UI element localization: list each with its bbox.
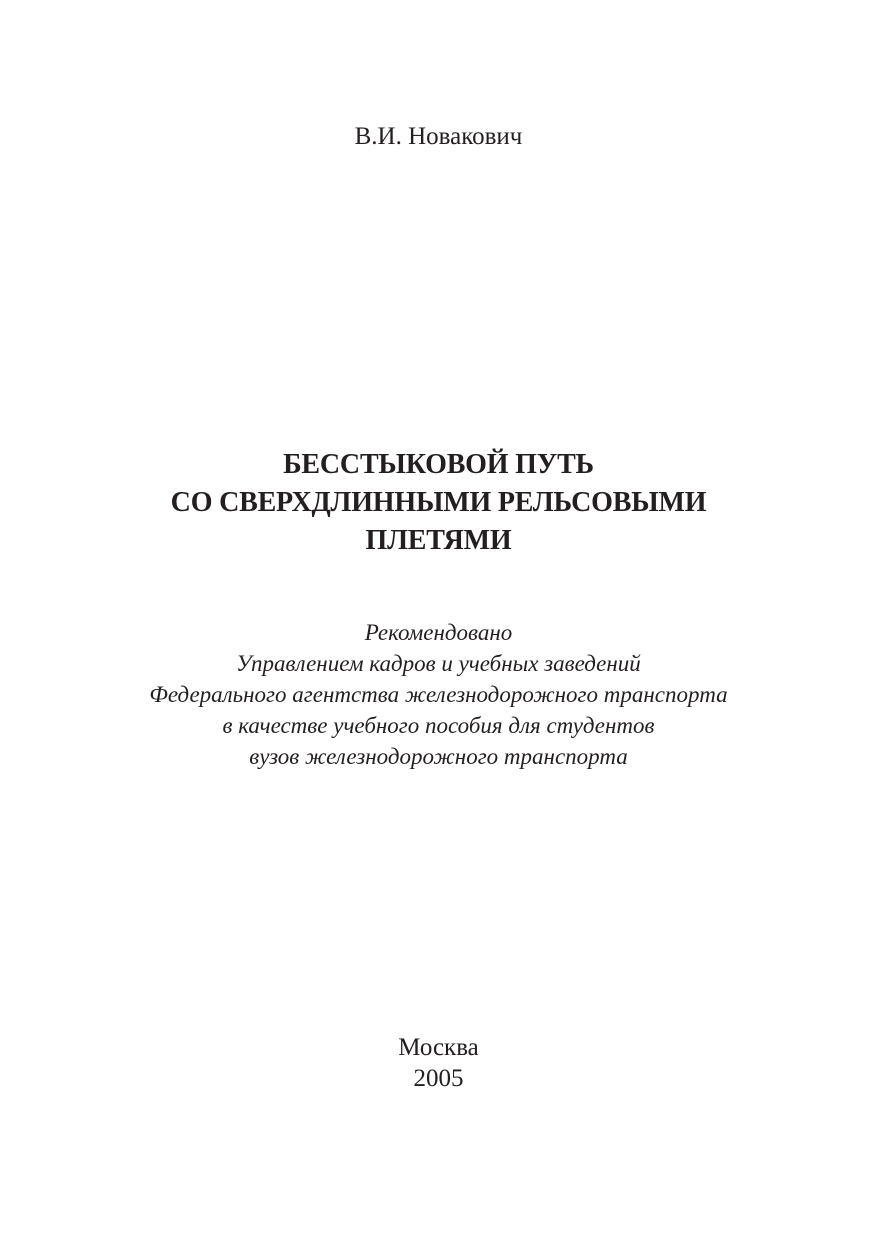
book-title-line-1: БЕССТЫКОВОЙ ПУТЬ	[283, 449, 594, 480]
author-name: В.И. Новакович	[354, 123, 523, 150]
book-title-line-2: СО СВЕРХДЛИННЫМИ РЕЛЬСОВЫМИ	[170, 487, 707, 518]
book-title-line-3: ПЛЕТЯМИ	[365, 525, 512, 556]
publication-year: 2005	[413, 1065, 464, 1092]
recommendation-line-5: вузов железнодорожного транспорта	[249, 744, 628, 769]
recommendation-block	[0, 617, 877, 772]
publication-city: Москва	[398, 1034, 479, 1061]
recommendation-line-4: в качестве учебного пособия для студентов	[222, 713, 655, 738]
book-title	[0, 446, 877, 560]
recommendation-line-1: Рекомендовано	[364, 620, 513, 645]
imprint-block	[0, 1032, 877, 1094]
recommendation-line-2: Управлением кадров и учебных заведений	[236, 651, 641, 676]
recommendation-line-3: Федерального агентства железнодорожного транспорта	[149, 682, 728, 707]
